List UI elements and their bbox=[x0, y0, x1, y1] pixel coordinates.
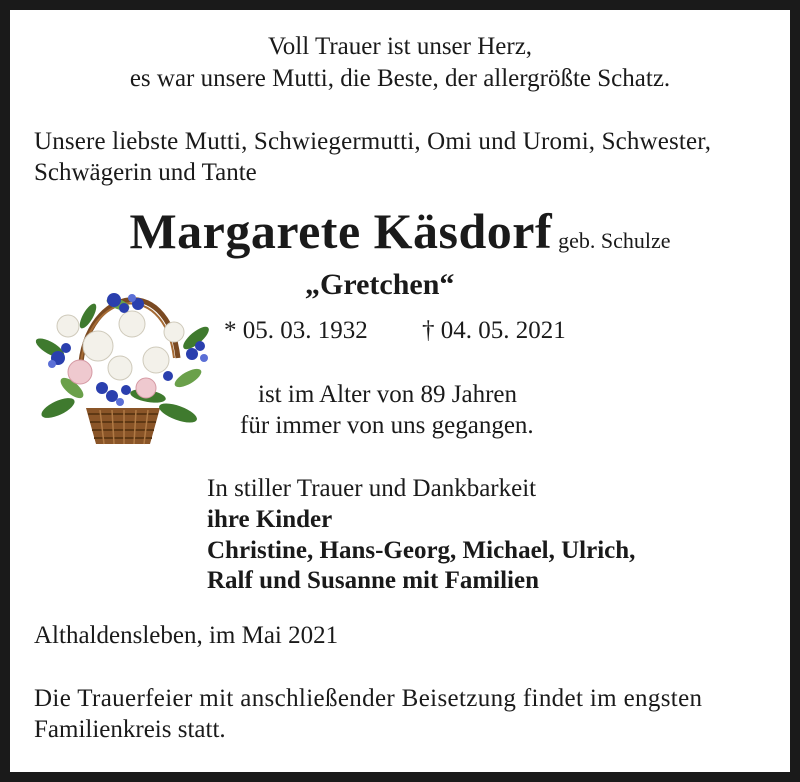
age-line-1: ist im Alter von 89 Jahren bbox=[258, 381, 517, 408]
mourners-line-3: Ralf und Susanne mit Familien bbox=[207, 567, 540, 594]
name-row bbox=[0, 202, 800, 260]
deceased-name: Margarete Käsdorf bbox=[129, 203, 553, 259]
death-date: † 04. 05. 2021 bbox=[422, 317, 566, 344]
intro-line-1: Voll Trauer ist unser Herz, bbox=[267, 33, 533, 60]
relation-line-1: Unsere liebste Mutti, Schwiegermutti, Omi und Uromi, Schwester, bbox=[34, 128, 712, 155]
relation-line-2: Schwägerin und Tante bbox=[34, 159, 257, 186]
maiden-name: geb. Schulze bbox=[558, 228, 671, 253]
mourners-line-1: ihre Kinder bbox=[207, 506, 333, 533]
funeral-line-2: Familienkreis statt. bbox=[34, 716, 226, 743]
birth-date: * 05. 03. 1932 bbox=[224, 317, 368, 344]
age-line-2: für immer von uns gegangen. bbox=[240, 412, 534, 439]
mourners-intro: In stiller Trauer und Dankbarkeit bbox=[207, 475, 537, 502]
flower-basket-icon bbox=[28, 268, 224, 452]
funeral-line-1: Die Trauerfeier mit anschließender Beisetzung findet im engsten bbox=[34, 685, 703, 712]
nickname: „Gretchen“ bbox=[305, 268, 455, 301]
mourners-line-2: Christine, Hans-Georg, Michael, Ulrich, bbox=[207, 537, 636, 564]
intro-line-2: es war unsere Mutti, die Beste, der allergrößte Schatz. bbox=[129, 65, 671, 92]
place-date: Althaldensleben, im Mai 2021 bbox=[34, 622, 339, 649]
